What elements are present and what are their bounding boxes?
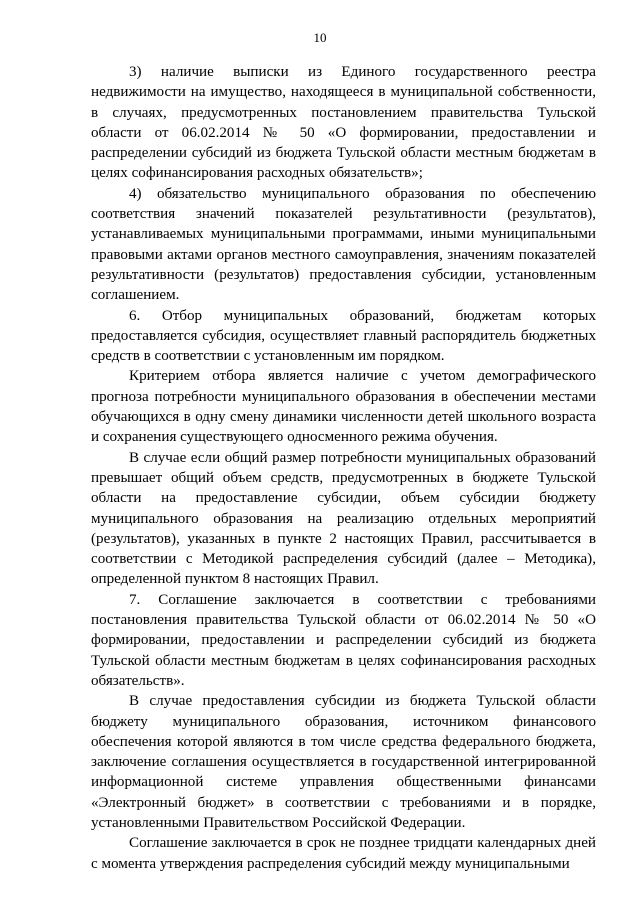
paragraph-selection-criterion: Критерием отбора является наличие с учетом демографического прогноза потребности муниципального образования в обеспечении местами обучающихся в одну смену динамики численности детей школьного возраста и сохранения существующего односменного режима обучения.: [91, 368, 596, 446]
page-number: 10: [313, 30, 327, 45]
paragraph-clause-7: 7. Соглашение заключается в соответствии с требованиями постановления правительства Тульской области от 06.02.2014 № 50 «О формировании, предоставлении и распределении субсидий из бюджета Тульской области местным бюджетам в целях софинансирования расходных обязательств».: [91, 591, 596, 689]
paragraph-agreement-deadline: Соглашение заключается в срок не позднее тридцати календарных дней с момента утверждения распределения субсидий между муниципальными: [91, 835, 596, 872]
paragraph-item-3: 3) наличие выписки из Единого государственного реестра недвижимости на имущество, находящееся в муниципальной собственности, в случаях, предусмотренных постановлением правительства Тульской области от 06.02.2014 № 50 «О формировании, предоставлении и распределении субсидий из бюджета Тульской области местным бюджетам в целях софинансирования расходных обязательств»;: [91, 64, 596, 182]
paragraph-distribution-method: В случае если общий размер потребности муниципальных образований превышает общий объем средств, предусмотренных в бюджете Тульской области на предоставление субсидии, объем субсидии бюджету муниципального образования на реализацию отдельных мероприятий (результатов), указанных в пункте 2 настоящих Правил, рассчитывается в соответствии с Методикой распределения субсидий (далее – Методика), определенной пунктом 8 настоящих Правил.: [91, 449, 596, 588]
document-body: [91, 62, 596, 874]
paragraph-clause-6: 6. Отбор муниципальных образований, бюджетам которых предоставляется субсидия, осуществляет главный распорядитель бюджетных средств в соответствии с установленным им порядком.: [91, 307, 596, 365]
paragraph-electronic-budget: В случае предоставления субсидии из бюджета Тульской области бюджету муниципального образования, источником финансового обеспечения которой являются в том числе средства федерального бюджета, заключение соглашения осуществляется в государственной интегрированной информационной системе управления общественными финансами «Электронный бюджет» в соответствии с требованиями и в порядке, установленными Правительством Российской Федерации.: [91, 693, 596, 831]
paragraph-item-4: 4) обязательство муниципального образования по обеспечению соответствия значений показателей результативности (результатов), устанавливаемых муниципальными программами, иными муниципальными правовыми актами органов местного самоуправления, значениям показателей результативности (результатов) предоставления субсидии, установленным соглашением.: [91, 185, 596, 304]
